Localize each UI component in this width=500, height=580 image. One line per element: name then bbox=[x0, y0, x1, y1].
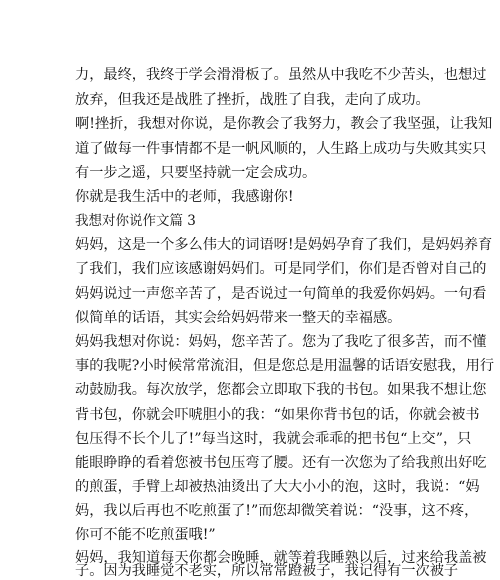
section-heading: 我想对你说作文篇 3 bbox=[75, 213, 196, 229]
text-line: 力，最终，我终于学会滑滑板了。虽然从中我吃不少苦头，也想过 bbox=[75, 67, 487, 83]
text-line: 事的我呢?小时候常常流泪，但是您总是用温馨的话语安慰我，用行 bbox=[75, 358, 495, 374]
text-line: 子。因为我睡觉不老实，所以常常蹬被子，我记得有一次被子 bbox=[75, 563, 459, 579]
text-line: 动鼓励我。每次放学，您都会立即取下我的书包。如果我不想让您 bbox=[75, 382, 487, 398]
text-line: 能眼睁睁的看着您被书包压弯了腰。还有一次您为了给我煎出好吃 bbox=[75, 455, 487, 471]
text-line: 了我们，我们应该感谢妈妈们。可是同学们，你们是否曾对自己的 bbox=[75, 261, 487, 277]
text-line: 妈，我以后再也不吃煎蛋了!”而您却微笑着说：“没事，这不疼， bbox=[75, 503, 479, 519]
text-line: 妈妈，我知道每天你都会晚睡，就等着我睡熟以后，过来给我盖被 bbox=[75, 550, 487, 566]
text-line: 似简单的话语，其实会给妈妈带来一整天的幸福感。 bbox=[75, 310, 402, 326]
text-line: 包压得不长个儿了!”每当这时，我就会乖乖的把书包“上交”，只 bbox=[75, 431, 472, 447]
text-line: 你可不能不吃煎蛋哦!” bbox=[75, 527, 216, 543]
text-line: 背书包，你就会吓唬胆小的我：“如果你背书包的话，你就会被书 bbox=[75, 407, 480, 423]
text-line: 放弃，但我还是战胜了挫折，战胜了自我，走向了成功。 bbox=[75, 92, 430, 108]
text-line: 你就是我生活中的老师，我感谢你! bbox=[75, 189, 294, 205]
text-line: 的煎蛋，手臂上却被热油烫出了大大小小的泡，这时，我说：“妈 bbox=[75, 479, 480, 495]
text-line: 妈妈说过一声您辛苦了，是否说过一句简单的我爱你妈妈。一句看 bbox=[75, 286, 487, 302]
text-line: 道了做每一件事情都不是一帆风顺的，人生路上成功与失败其实只 bbox=[75, 141, 487, 157]
text-line: 妈妈我想对你说：妈妈，您辛苦了。您为了我吃了很多苦，而不懂 bbox=[75, 334, 487, 350]
text-line: 啊!挫折，我想对你说，是你教会了我努力，教会了我坚强，让我知 bbox=[75, 116, 493, 132]
text-line: 有一步之遥，只要坚持就一定会成功。 bbox=[75, 165, 317, 181]
text-line: 妈妈，这是一个多么伟大的词语呀!是妈妈孕育了我们，是妈妈养育 bbox=[75, 237, 493, 253]
